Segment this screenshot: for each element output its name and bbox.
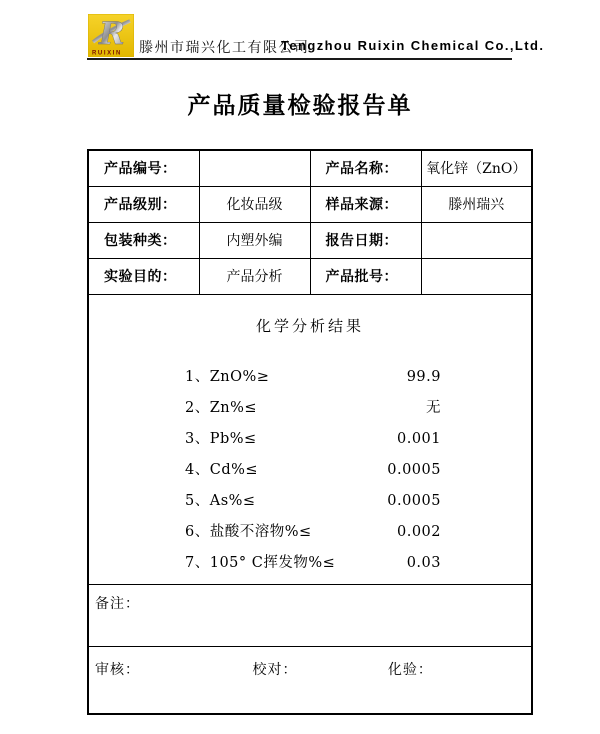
batch-number-value	[421, 258, 532, 294]
product-code-label: 产品编号：	[88, 150, 199, 186]
analysis-item-name: 3、Pb%≤	[185, 430, 257, 447]
analysis-item-name: 4、Cd%≤	[185, 461, 259, 478]
analysis-row	[88, 294, 532, 584]
analysis-item-value: 99.9	[406, 368, 441, 385]
company-name-en: Tengzhou Ruixin Chemical Co.,Ltd.	[281, 38, 545, 53]
logo-brand-text: RUIXIN	[92, 50, 122, 57]
product-code-value	[199, 150, 310, 186]
analysis-item	[185, 455, 441, 486]
signature-row	[88, 646, 532, 714]
analysis-item-name: 5、As%≤	[185, 492, 256, 509]
analysis-item-value: 无	[426, 399, 441, 416]
analysis-item-name: 1、ZnO%≥	[185, 368, 270, 385]
report-date-label: 报告日期：	[310, 222, 421, 258]
product-grade-value: 化妆品级	[199, 186, 310, 222]
sample-source-label: 样品来源：	[310, 186, 421, 222]
reviewer-label: 审核：	[95, 661, 140, 678]
analysis-item	[185, 486, 441, 517]
logo-r-glyph: R	[99, 16, 125, 52]
product-name-value: 氧化锌（ZnO）	[421, 150, 532, 186]
remarks-label: 备注：	[95, 595, 140, 612]
page-title: 产品质量检验报告单	[187, 92, 413, 118]
company-name-cn: 滕州市瑞兴化工有限公司	[139, 40, 310, 56]
report-table	[87, 149, 533, 715]
experiment-purpose-value: 产品分析	[199, 258, 310, 294]
analysis-item	[185, 393, 441, 424]
table-row	[88, 186, 532, 222]
ruixin-logo	[88, 14, 134, 57]
packaging-type-value: 内塑外编	[199, 222, 310, 258]
analysis-item-value: 0.002	[396, 523, 441, 540]
remarks-row	[88, 584, 532, 646]
analysis-item	[185, 548, 441, 579]
analysis-item-name: 7、105° C挥发物%≤	[185, 554, 336, 571]
sample-source-value: 滕州瑞兴	[421, 186, 532, 222]
assayer-label: 化验：	[387, 661, 433, 678]
packaging-type-label: 包装种类：	[88, 222, 199, 258]
analysis-item	[185, 517, 441, 548]
table-row	[88, 258, 532, 294]
batch-number-label: 产品批号：	[310, 258, 421, 294]
analysis-list	[185, 362, 441, 579]
analysis-item	[185, 424, 441, 455]
analysis-item-value: 0.001	[396, 430, 441, 447]
analysis-item	[185, 362, 441, 393]
product-name-label: 产品名称：	[310, 150, 421, 186]
header-divider	[87, 58, 512, 60]
experiment-purpose-label: 实验目的：	[88, 258, 199, 294]
product-grade-label: 产品级别：	[88, 186, 199, 222]
table-row	[88, 150, 532, 186]
analysis-item-name: 6、盐酸不溶物%≤	[185, 523, 312, 540]
table-row	[88, 222, 532, 258]
signature-cell	[88, 646, 532, 714]
remarks-cell	[88, 584, 532, 646]
analysis-item-value: 0.03	[406, 554, 441, 571]
analysis-item-name: 2、Zn%≤	[185, 399, 258, 416]
analysis-item-value: 0.0005	[387, 492, 441, 509]
report-date-value	[421, 222, 532, 258]
analysis-title: 化学分析结果	[255, 316, 364, 335]
proofreader-label: 校对：	[252, 661, 298, 678]
analysis-item-value: 0.0005	[387, 461, 441, 478]
analysis-section	[88, 294, 532, 584]
